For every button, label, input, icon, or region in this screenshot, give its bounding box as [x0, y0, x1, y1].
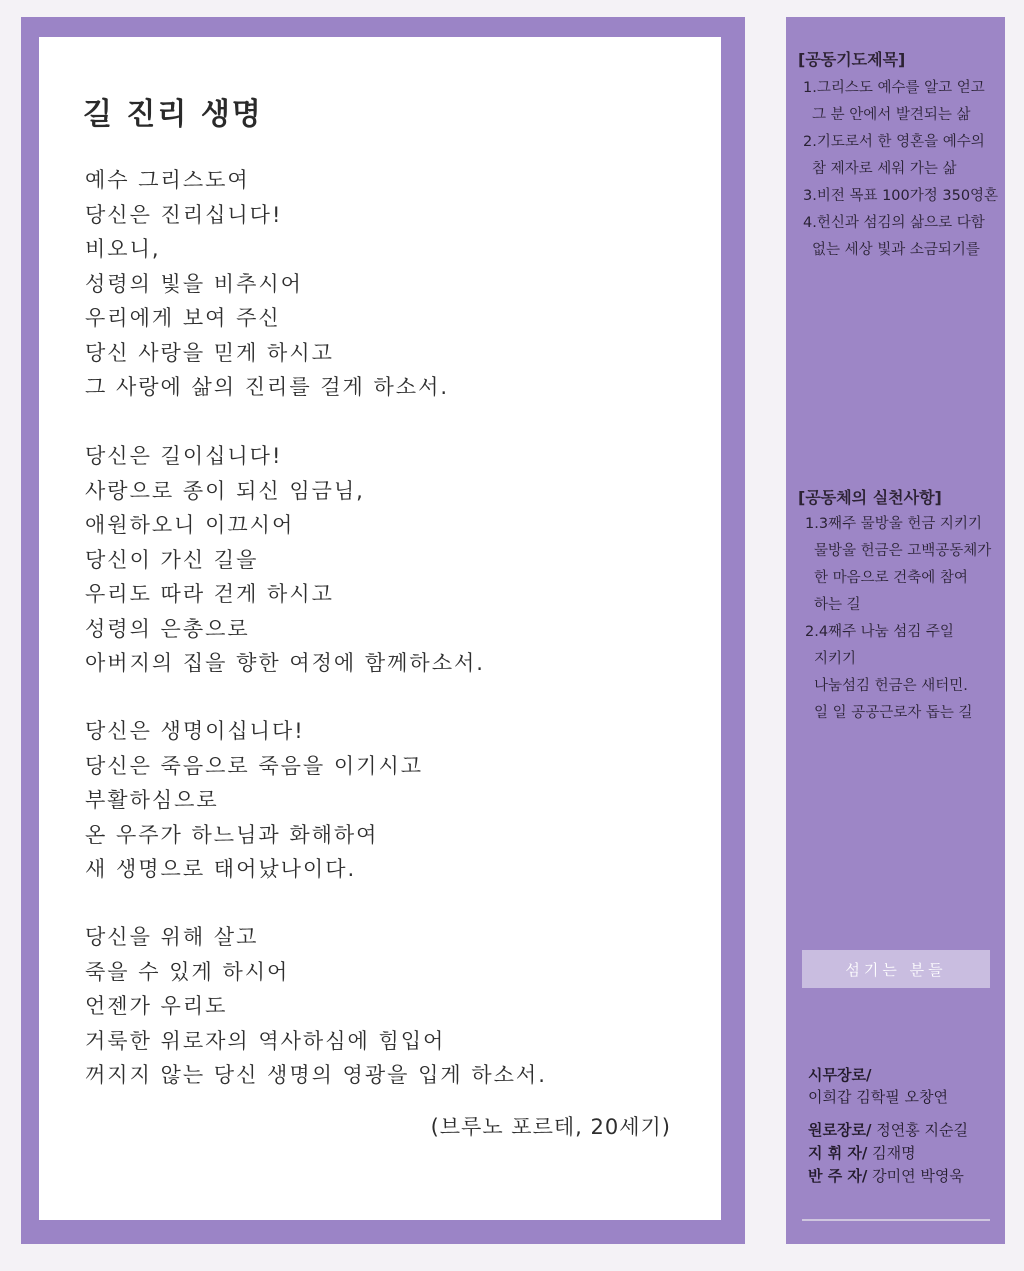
poem-line: 당신이 가신 길을: [85, 547, 259, 572]
poem-line: 예수 그리스도여: [85, 168, 250, 192]
practice-item: 지키기: [814, 651, 857, 667]
poem-line: 온 우주가 하느님과 화해하여: [85, 822, 379, 847]
staff-role: 지 휘 자/: [808, 1144, 868, 1162]
staff-names: 김재명: [867, 1144, 916, 1162]
staff-role: 원로장로/: [808, 1121, 872, 1139]
prayer-item: 4.헌신과 섬김의 삶으로 다함: [803, 215, 985, 231]
staff-names: 강미연 박영욱: [867, 1167, 964, 1185]
staff-elders: [808, 1064, 948, 1108]
staff-conductor: [808, 1142, 916, 1164]
practice-item: 일 일 공공근로자 돕는 길: [814, 705, 973, 721]
divider: [802, 1219, 990, 1221]
practice-list: [805, 511, 991, 727]
prayer-item: 2.기도로서 한 영혼을 예수의: [803, 134, 985, 150]
poem-line: 당신은 생명이십니다!: [85, 719, 305, 743]
poem-line: 사랑으로 종이 되신 임금님,: [85, 478, 365, 503]
stanza-2: [85, 439, 485, 681]
poem-title: 길 진리 생명: [83, 97, 263, 132]
prayer-item: 참 제자로 세워 가는 삶: [812, 161, 957, 177]
practice-item: 나눔섬김 헌금은 새터민.: [814, 678, 968, 694]
poem-line: 그 사랑에 삶의 진리를 걸게 하소서.: [85, 375, 450, 399]
prayer-item: 3.비전 목표 100가정 350영혼: [803, 188, 999, 204]
poem-line: 부활하심으로: [85, 788, 219, 812]
staff-role: 시무장로/: [808, 1066, 872, 1084]
staff-accompanist: [808, 1165, 964, 1187]
practice-item: 1.3째주 물방울 헌금 지키기: [805, 516, 982, 532]
practice-item: 물방울 헌금은 고백공동체가: [814, 543, 992, 559]
poem-line: 당신 사랑을 믿게 하시고: [85, 340, 334, 365]
poem-line: 새 생명으로 태어났나이다.: [85, 857, 357, 881]
poem-line: 성령의 은총으로: [85, 616, 250, 641]
practice-item: 2.4째주 나눔 섬김 주일: [805, 624, 954, 640]
poem-line: 우리도 따라 걷게 하시고: [85, 582, 334, 606]
poem-attribution: (브루노 포르테, 20세기): [430, 1115, 671, 1139]
poem-frame: [21, 17, 745, 1244]
poem-line: 당신은 길이십니다!: [85, 444, 283, 468]
poem-line: 죽을 수 있게 하시어: [85, 959, 290, 984]
practice-heading: [공동체의 실천사항]: [798, 488, 942, 507]
servants-banner: 섬기는 분들: [802, 950, 990, 988]
poem-line: 당신은 진리십니다!: [85, 202, 283, 227]
poem-line: 당신을 위해 살고: [85, 925, 259, 949]
staff-names: 이희갑 김학필 오창연: [808, 1088, 948, 1106]
practice-item: 한 마음으로 건축에 참여: [814, 570, 968, 586]
poem-line: 성령의 빛을 비추시어: [85, 271, 303, 296]
poem-line: 우리에게 보여 주신: [85, 306, 281, 330]
prayer-heading: [공동기도제목]: [798, 50, 906, 69]
poem-line: 거룩한 위로자의 역사하심에 힘입어: [85, 1028, 446, 1053]
stanza-3: [85, 714, 423, 887]
poem-line: 언젠가 우리도: [85, 994, 228, 1018]
practice-item: 하는 길: [814, 597, 861, 613]
prayer-item: 1.그리스도 예수를 알고 얻고: [803, 80, 985, 96]
poem-line: 비오니,: [85, 237, 161, 261]
poem-line: 아버지의 집을 향한 여정에 함께하소서.: [85, 651, 485, 675]
prayer-list: [803, 75, 998, 264]
poem-page: [39, 37, 721, 1220]
poem-line: 꺼지지 않는 당신 생명의 영광을 입게 하소서.: [85, 1063, 547, 1087]
prayer-item: 없는 세상 빛과 소금되기를: [812, 242, 980, 258]
staff-retired-elders: [808, 1119, 968, 1141]
staff-role: 반 주 자/: [808, 1167, 868, 1185]
staff-names: 정연홍 지순길: [871, 1121, 968, 1139]
poem-line: 당신은 죽음으로 죽음을 이기시고: [85, 753, 424, 778]
poem-line: 애원하오니 이끄시어: [85, 513, 295, 537]
stanza-4: [85, 920, 547, 1093]
sidebar: [786, 17, 1005, 1244]
stanza-1: [85, 163, 449, 405]
prayer-item: 그 분 안에서 발견되는 삶: [812, 107, 971, 123]
